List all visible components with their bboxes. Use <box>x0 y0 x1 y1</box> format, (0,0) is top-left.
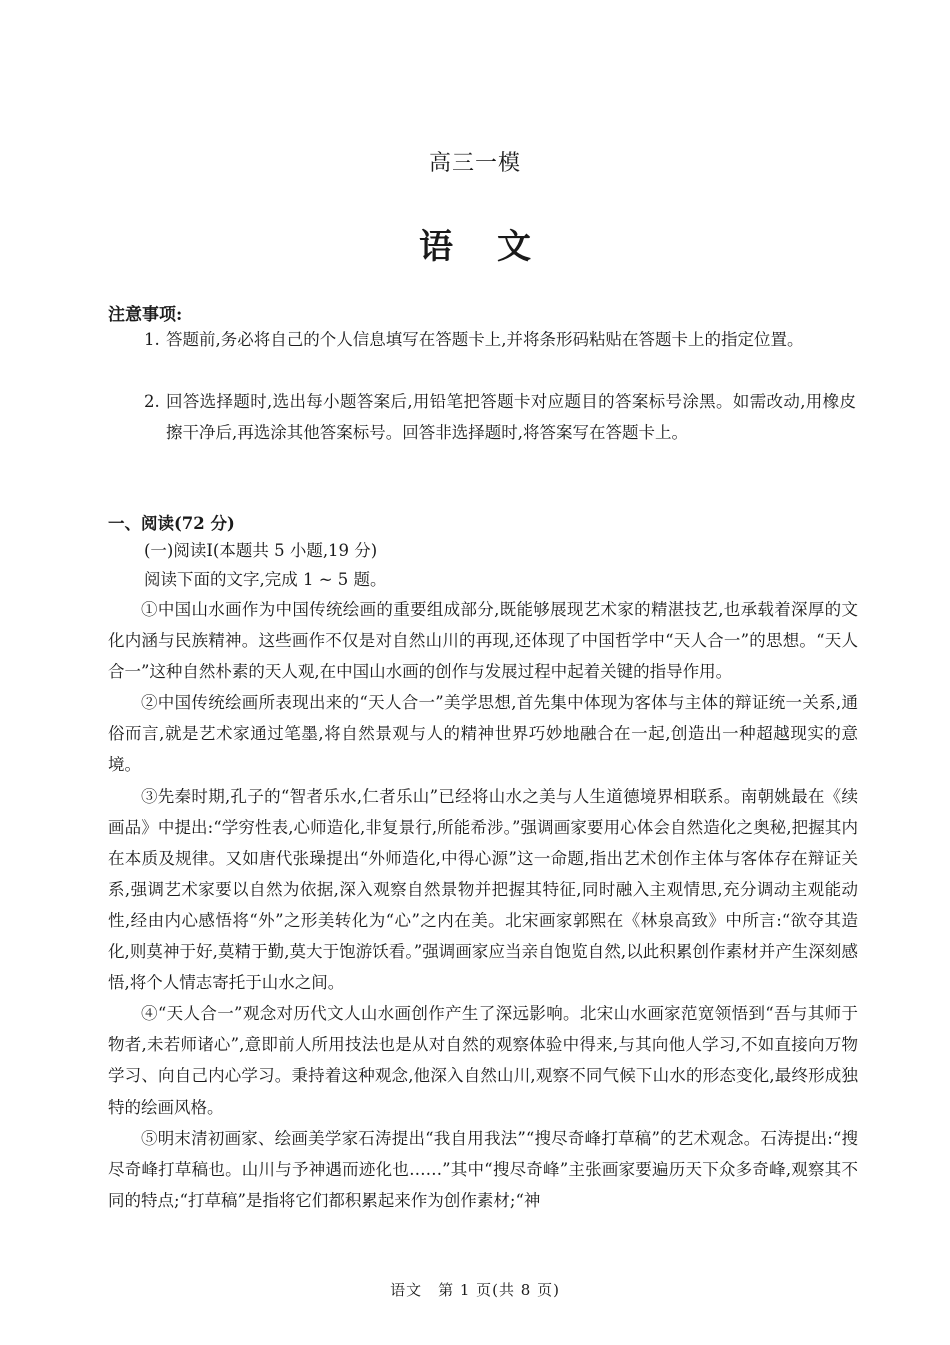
notice-item-text: 回答选择题时,选出每小题答案后,用铅笔把答题卡对应题目的答案标号涂黑。如需改动,用橡皮擦干净后,再选涂其他答案标号。回答非选择题时,将答案写在答题卡上。 <box>166 392 856 442</box>
reading-passage <box>108 594 858 1216</box>
notice-item-number: 2. <box>144 392 160 411</box>
section-instruction: 阅读下面的文字,完成 1 ~ 5 题。 <box>144 570 387 589</box>
notice-heading: 注意事项: <box>108 305 183 325</box>
section-subheading: (一)阅读Ⅰ(本题共 5 小题,19 分) <box>144 541 378 560</box>
page-footer: 语文 第 1 页(共 8 页) <box>390 1281 560 1299</box>
exam-subtitle: 高三一模 <box>428 151 521 176</box>
section-heading: 一、阅读(72 分) <box>108 514 235 533</box>
passage-paragraph-3: ③先秦时期,孔子的“智者乐水,仁者乐山”已经将山水之美与人生道德境界相联系。南朝姚最在《续画品》中提出:“学穷性表,心师造化,非复景行,所能希涉。”强调画家要用心体会自然造化之奥秘,把握其内在本质及规律。又如唐代张璪提出“外师造化,中得心源”这一命题,指出艺术创作主体与客体存在辩证关系,强调艺术家要以自然为依据,深入观察自然景物并把握其特征,同时融入主观情思,充分调动主观能动性,经由内心感悟将“外”之形美转化为“心”之内在美。北宋画家郭熙在《林泉高致》中所言:“欲夺其造化,则莫神于好,莫精于勤,莫大于饱游饫看。”强调画家应当亲自饱览自然,以此积累创作素材并产生深刻感悟,将个人情志寄托于山水之间。 <box>108 786 858 993</box>
notice-item-number: 1. <box>144 330 160 349</box>
notice-item-2 <box>144 386 856 448</box>
passage-paragraph-5: ⑤明末清初画家、绘画美学家石涛提出“我自用我法”“搜尽奇峰打草稿”的艺术观念。石涛提出:“搜尽奇峰打草稿也。山川与予神遇而迹化也……”其中“搜尽奇峰”主张画家要遍历天下众多奇峰,观察其不同的特点;“打草稿”是指将它们都积累起来作为创作素材;“神 <box>108 1128 858 1210</box>
passage-paragraph-1: ①中国山水画作为中国传统绘画的重要组成部分,既能够展现艺术家的精湛技艺,也承载着深厚的文化内涵与民族精神。这些画作不仅是对自然山川的再现,还体现了中国哲学中“天人合一”的思想。“天人合一”这种自然朴素的天人观,在中国山水画的创作与发展过程中起着关键的指导作用。 <box>108 600 858 682</box>
notice-item-text: 答题前,务必将自己的个人信息填写在答题卡上,并将条形码粘贴在答题卡上的指定位置。 <box>166 330 804 349</box>
passage-paragraph-4: ④“天人合一”观念对历代文人山水画创作产生了深远影响。北宋山水画家范宽领悟到“吾与其师于物者,未若师诸心”,意即前人所用技法也是从对自然的观察体验中得来,与其向他人学习,不如直接向万物学习、向自己内心学习。秉持着这种观念,他深入自然山川,观察不同气候下山水的形态变化,最终形成独特的绘画风格。 <box>108 1004 858 1117</box>
exam-title: 语文 <box>419 227 575 267</box>
passage-paragraph-2: ②中国传统绘画所表现出来的“天人合一”美学思想,首先集中体现为客体与主体的辩证统一关系,通俗而言,就是艺术家通过笔墨,将自然景观与人的精神世界巧妙地融合在一起,创造出一种超越现实的意境。 <box>108 693 858 775</box>
notice-item-1 <box>144 324 856 355</box>
